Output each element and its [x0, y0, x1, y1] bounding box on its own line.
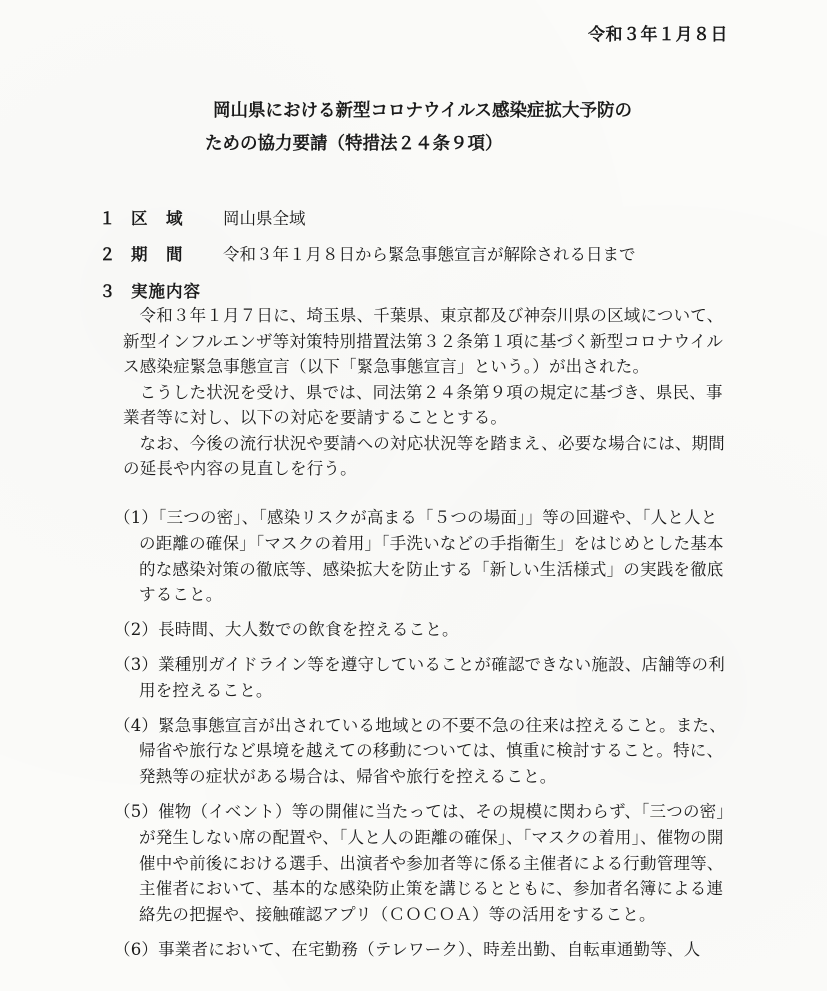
item-text: 長時間、大人数での飲食を控えること。	[158, 620, 459, 640]
paragraph: 令和３年１月７日に、埼玉県、千葉県、東京都及び神奈川県の区域について、新型インフルエンザ等対策特別措置法第３２条第１項に基づく新型コロナウイルス感染症緊急事態宣言（以下「緊急事態宣言」という。）が出された。	[123, 306, 724, 376]
section-area	[99, 207, 306, 231]
paragraph: こうした状況を受け、県では、同法第２４条第９項の規定に基づき、県民、事業者等に対し、以下の対応を要請することとする。	[123, 382, 723, 427]
item-number: （6）	[114, 939, 159, 959]
section-number: １	[99, 209, 116, 228]
request-item	[114, 652, 732, 704]
section-period	[99, 243, 636, 267]
request-item	[114, 505, 732, 608]
section-content	[99, 280, 223, 304]
request-item	[114, 937, 732, 963]
section-number: ３	[99, 282, 116, 301]
section-label: 実施内容	[131, 282, 201, 301]
item-text: 緊急事態宣言が出されている地域との不要不急の往来は控えること。また、帰省や旅行など県境を越えての移動については、慎重に検討すること。特に、発熱等の症状がある場合は、帰省や旅行を控えること。	[139, 715, 726, 787]
title-line-2: ための協力要請（特措法２４条９項）	[205, 134, 503, 154]
request-list	[114, 505, 732, 972]
request-item	[114, 713, 732, 790]
section-value: 令和３年１月８日から緊急事態宣言が解除される日まで	[223, 245, 636, 264]
title-line-1: 岡山県における新型コロナウイルス感染症拡大予防の	[213, 101, 632, 121]
item-text: 業種別ガイドライン等を遵守していることが確認できない施設、店舗等の利用を控えること。	[139, 654, 725, 700]
item-number: （2）	[114, 620, 159, 640]
item-number: （5）	[114, 801, 159, 821]
document-date: 令和３年１月８日	[588, 25, 728, 45]
paragraph: なお、今後の流行状況や要請への対応状況等を踏まえ、必要な場合には、期間の延長や内容の見直しを行う。	[123, 433, 725, 478]
section-label: 期 間	[131, 245, 184, 264]
item-number: （1）	[114, 508, 159, 527]
section-number: ２	[99, 245, 116, 264]
item-number: （4）	[114, 715, 159, 735]
item-text: 事業者において、在宅勤務（テレワーク）、時差出勤、自転車通勤等、人	[158, 939, 701, 959]
item-text: 「三つの密」、「感染リスクが高まる「５つの場面」」等の回避や、「人と人との距離の確保」「マスクの着用」「手洗いなどの手指衛生」をはじめとした基本的な感染対策の徹底等、感染拡大を防止する「新しい生活様式」の実践を徹底すること。	[139, 508, 724, 605]
request-item	[114, 799, 732, 928]
section-label: 区 域	[131, 209, 184, 228]
content-body	[123, 303, 733, 482]
item-text: 催物（イベント）等の開催に当たっては、その規模に関わらず、「三つの密」が発生しない席の配置や、「人と人の距離の確保」、「マスクの着用」、催物の開催中や前後における選手、出演者や参加者等に係る主催者による行動管理等、主催者において、基本的な感染防止策を講じるとともに、参加者名簿による連絡先の把握や、接触確認アプリ（ＣＯＣＯＡ）等の活用をすること。	[139, 801, 725, 925]
item-number: （3）	[114, 654, 159, 674]
document-title	[205, 95, 632, 161]
section-value: 岡山県全域	[223, 209, 306, 228]
request-item	[114, 617, 732, 643]
